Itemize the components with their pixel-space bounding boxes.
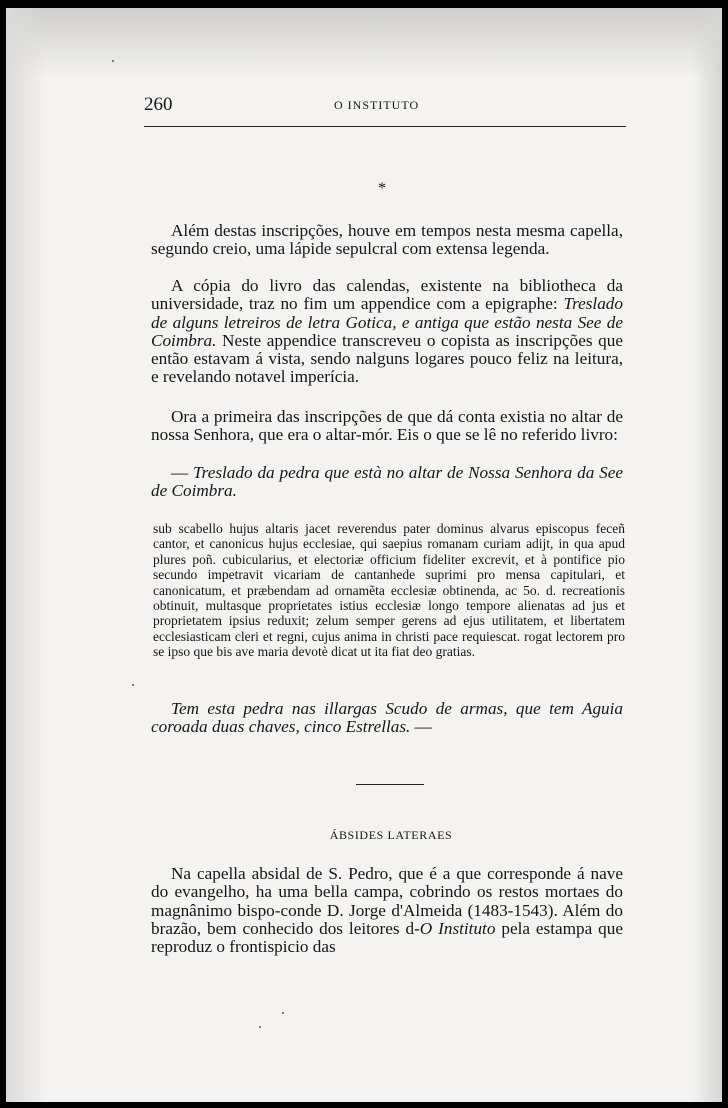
paragraph-intro [151,222,623,259]
book-page [6,8,722,1102]
latin-inscription [153,521,625,660]
paper-speck [259,1026,261,1028]
paper-speck [112,60,114,62]
running-title: O INSTITUTO [334,98,420,112]
em-dash: — [171,463,194,482]
header-rule [144,126,626,127]
section-separator-asterisk: * [378,180,386,197]
coat-of-arms-text: Tem esta pedra nas illargas Scudo de armas, que tem Aguia coroada duas chaves, cinco Estrellas. [151,699,623,737]
page-shadow-left [6,8,46,1102]
page-number: 260 [144,94,173,115]
paragraph-first-inscription [151,408,623,445]
paragraph-text: Ora a primeira das inscripções de que dá conta existia no altar de nossa Senhora, que era o altar-mór. Eis o que se lê no referido livro: [151,407,623,445]
paragraph-coat-of-arms [151,700,623,737]
paragraph-text: Além destas inscripções, houve em tempos nesta mesma capella, segundo creio, uma lápide sepulcral com extensa legenda. [151,221,623,259]
latin-inscription-text: sub scabello hujus altaris jacet reverendus pater dominus alvarus episcopus feceñ cantor, et canonicus hujus ecclesiae, qui saepius romanam curiam adijt, in qua apud plures poñ. cubicularius, et electoriæ officium fideliter excrevit, et à pontifice pio secundo impetravit vicariam de cantanhede suprimi pro mensa capitulari, et canonicatum, et præbendam ad ornamẽta ecclesiæ obtinenda, ac 5o. d. recreationis obtinuit, multasque proprietates istius ecclesiæ longo tempore alienatas ad jus et proprietatem ipsius reduxit; zelum semper gerens ad ejus utilitatem, et libertatem ecclesiasticam cleri et regni, cujus anima in christi pace requiescat. rogat lectorem pro se ipso que bis ave maria devotè dicat ut ita fiat deo gratias. [153,521,625,660]
paragraph-calendas [151,277,623,387]
appendix-epigraph: Treslado de alguns letreiros de letra Gotica, e antiga que estão nesta See de Coimbra. [151,294,623,350]
paper-speck [132,684,134,686]
section-rule [356,784,424,785]
paragraph-tail: pela estampa que reproduz o frontispicio das [151,918,623,957]
section-title: ÁBSIDES LATERAES [329,828,453,842]
paragraph-tail: Neste appendice transcreveu o copista as inscripções que então estavam á vista, sendo nalguns logares pouco feliz na leitura, e revelando notavel imperícia. [151,330,623,387]
paragraph-sao-pedro [151,865,623,956]
paper-speck [282,1012,284,1014]
paragraph-tail: — [410,717,432,737]
page-shadow-top [6,8,722,78]
treslado-title: Treslado da pedra que està no altar de Nossa Senhora da See de Coimbra. [151,463,623,501]
paragraph-lead: A cópia do livro das calendas, existente na bibliotheca da universidade, traz no fim um appendice com a epigraphe: [151,276,623,314]
paragraph-treslado [151,464,623,501]
page-shadow-right [692,8,722,1102]
journal-title: O Instituto [419,918,496,938]
paragraph-lead: Na capella absidal de S. Pedro, que é a que corresponde á nave do evangelho, ha uma bella campa, cobrindo os restos mortaes do magnânimo bispo-conde D. Jorge d'Almeida (1483-1543). Além do brazão, bem conhecido dos leitores d- [151,864,623,938]
